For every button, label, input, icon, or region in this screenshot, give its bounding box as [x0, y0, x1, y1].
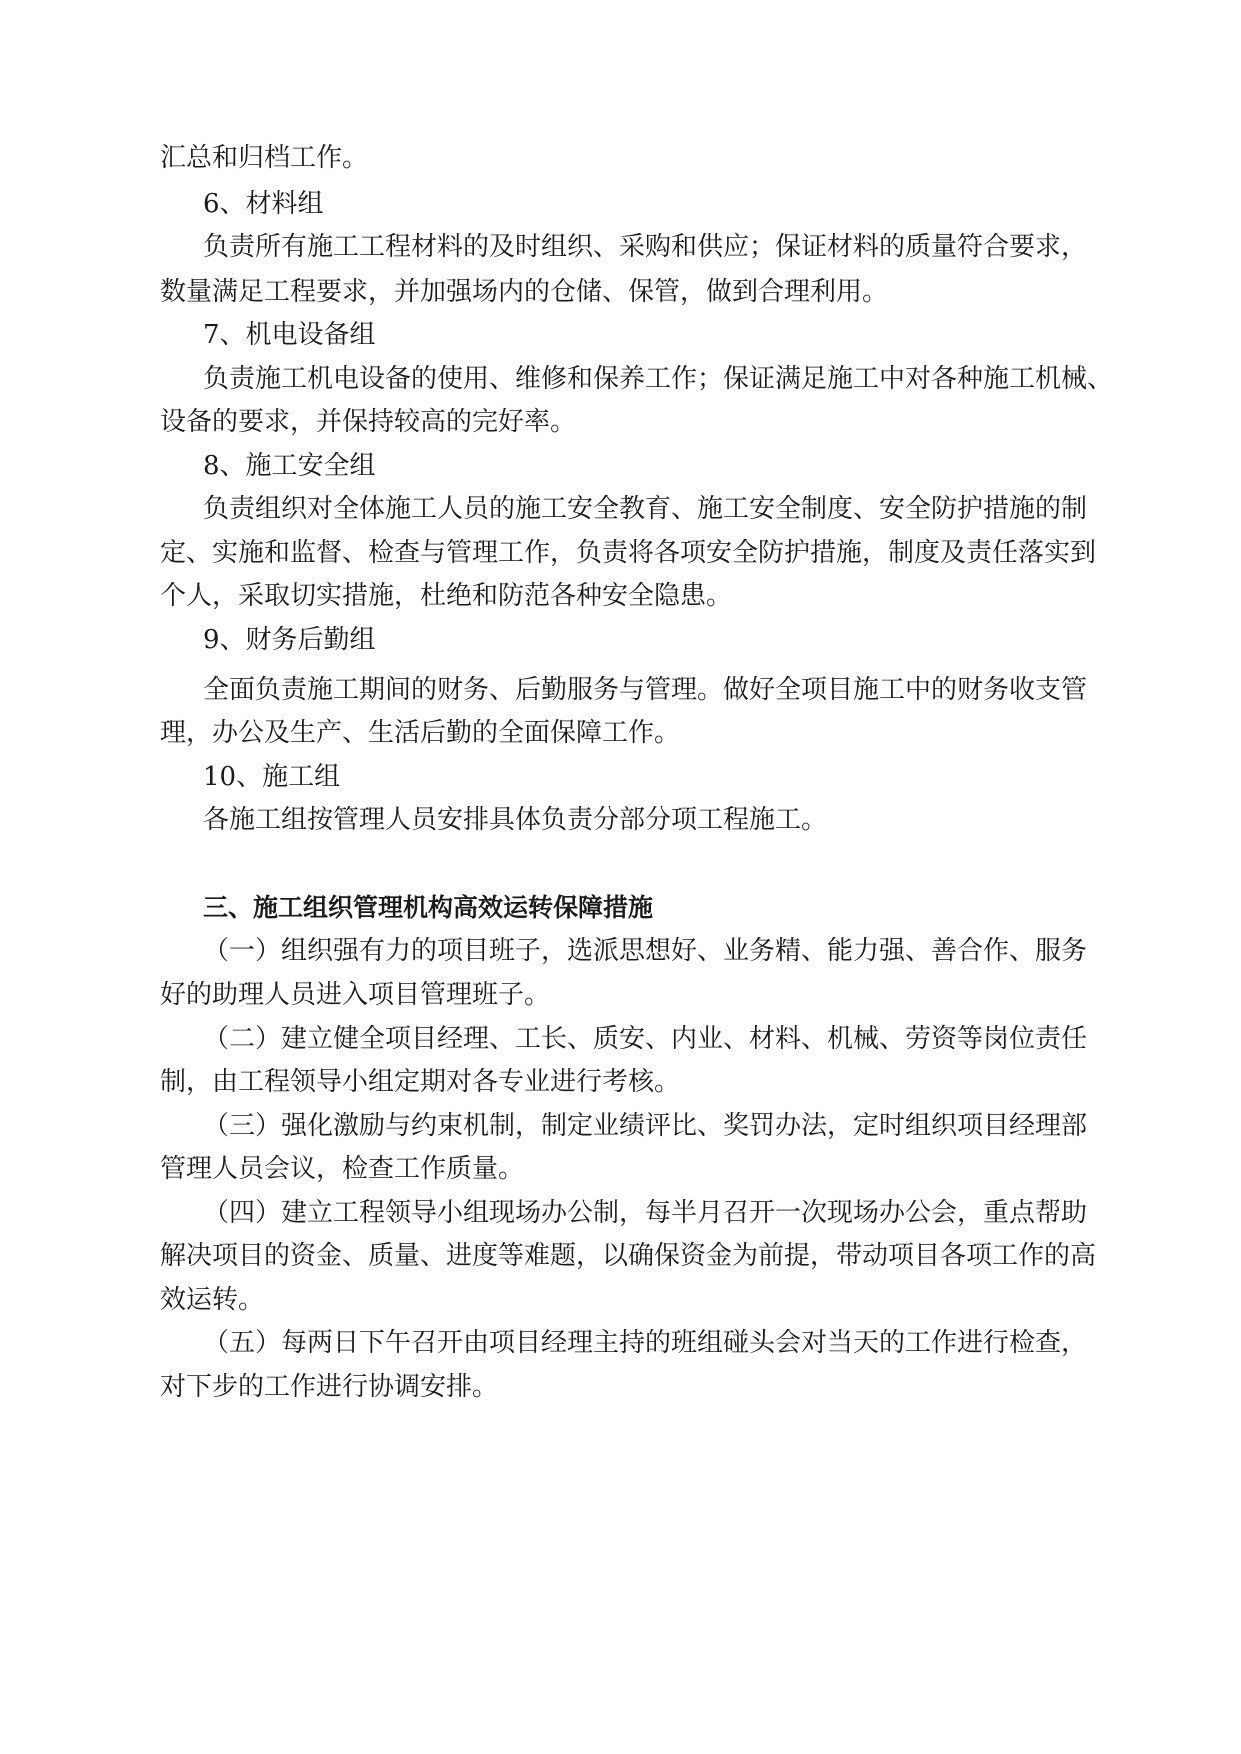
text-line: 各施工组按管理人员安排具体负责分部分项工程施工。	[203, 805, 828, 835]
section-heading-10: 10、施工组	[203, 762, 341, 792]
text-line: （二）建立健全项目经理、工长、质安、内业、材料、机械、劳资等岗位责任	[203, 1024, 1088, 1054]
text-line: 汇总和归档工作。	[160, 143, 369, 173]
text-line: 负责施工机电设备的使用、维修和保养工作；保证满足施工中对各种施工机械、	[203, 364, 1114, 394]
text-line: 负责所有施工工程材料的及时组织、采购和供应；保证材料的质量符合要求，	[203, 232, 1088, 262]
text-line: 设备的要求，并保持较高的完好率。	[160, 407, 577, 437]
text-line: 好的助理人员进入项目管理班子。	[160, 980, 551, 1010]
text-line: （三）强化激励与约束机制，制定业绩评比、奖罚办法，定时组织项目经理部	[203, 1111, 1088, 1141]
text-line: （一）组织强有力的项目班子，选派思想好、业务精、能力强、善合作、服务	[203, 936, 1088, 966]
text-line: 负责组织对全体施工人员的施工安全教育、施工安全制度、安全防护措施的制	[203, 494, 1088, 524]
text-line: （五）每两日下午召开由项目经理主持的班组碰头会对当天的工作进行检查，	[203, 1328, 1088, 1358]
text-line: 理，办公及生产、生活后勤的全面保障工作。	[160, 718, 681, 748]
text-line: 定、实施和监督、检查与管理工作，负责将各项安全防护措施，制度及责任落实到	[160, 538, 1097, 568]
chapter-heading: 三、施工组织管理机构高效运转保障措施	[203, 893, 654, 922]
text-line: 制，由工程领导小组定期对各专业进行考核。	[160, 1067, 681, 1097]
text-line: 个人，采取切实措施，杜绝和防范各种安全隐患。	[160, 581, 733, 611]
text-line: （四）建立工程领导小组现场办公制，每半月召开一次现场办公会，重点帮助	[203, 1198, 1088, 1228]
section-heading-7: 7、机电设备组	[203, 320, 376, 350]
section-heading-8: 8、施工安全组	[203, 451, 376, 481]
section-heading-6: 6、材料组	[203, 189, 324, 219]
section-heading-9: 9、财务后勤组	[203, 625, 376, 655]
text-line: 效运转。	[160, 1285, 265, 1315]
text-line: 数量满足工程要求，并加强场内的仓储、保管，做到合理利用。	[160, 277, 889, 307]
text-line: 管理人员会议，检查工作质量。	[160, 1154, 525, 1184]
text-line: 对下步的工作进行协调安排。	[160, 1372, 499, 1402]
text-line: 解决项目的资金、质量、进度等难题，以确保资金为前提，带动项目各项工作的高	[160, 1241, 1097, 1271]
text-line: 全面负责施工期间的财务、后勤服务与管理。做好全项目施工中的财务收支管	[203, 675, 1088, 705]
